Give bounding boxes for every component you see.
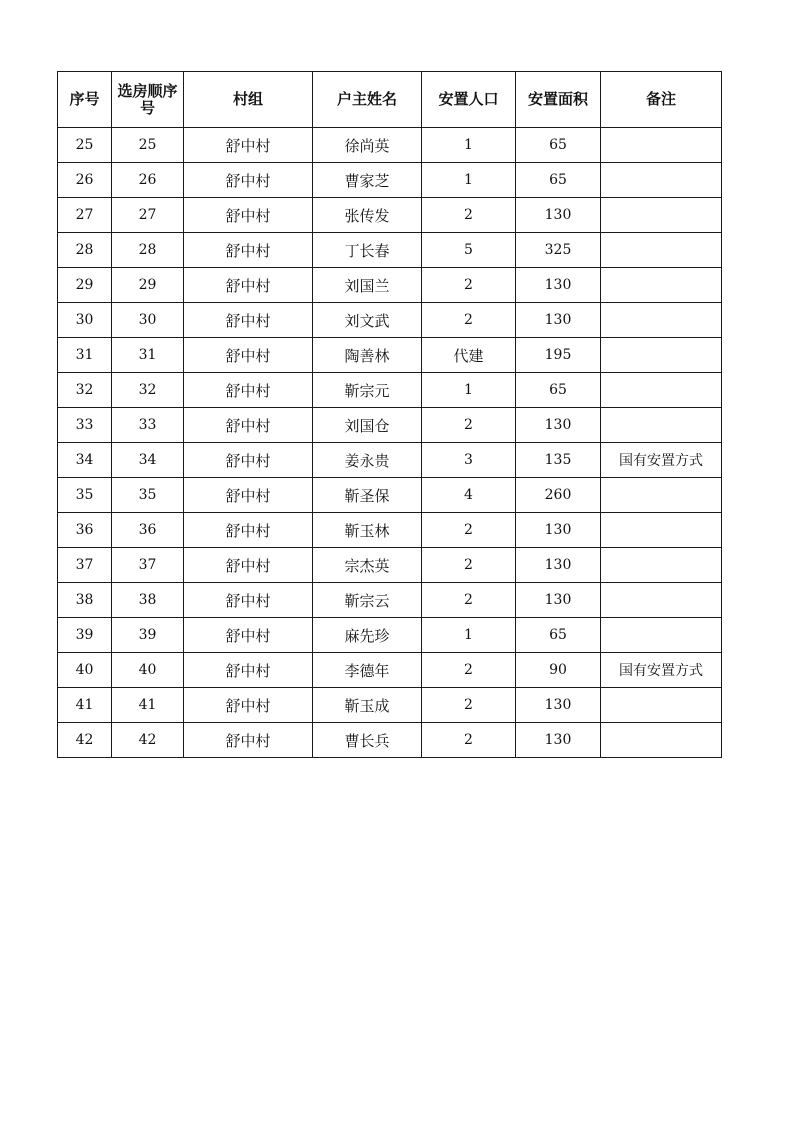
householder-name-cell: 丁长春 [313, 233, 422, 268]
area-cell: 195 [516, 338, 601, 373]
population-cell: 3 [422, 443, 516, 478]
selection-order-cell: 32 [112, 373, 184, 408]
remarks-cell [601, 618, 722, 653]
village-group-cell: 舒中村 [184, 338, 313, 373]
householder-name-cell: 刘国兰 [313, 268, 422, 303]
remarks-cell [601, 548, 722, 583]
population-cell: 2 [422, 408, 516, 443]
village-group-cell: 舒中村 [184, 618, 313, 653]
header-householder-name: 户主姓名 [313, 72, 422, 128]
householder-name-cell: 麻先珍 [313, 618, 422, 653]
village-group-cell: 舒中村 [184, 443, 313, 478]
remarks-cell [601, 198, 722, 233]
remarks-cell [601, 688, 722, 723]
serial-no-cell: 38 [58, 583, 112, 618]
selection-order-cell: 39 [112, 618, 184, 653]
area-cell: 130 [516, 548, 601, 583]
header-remarks: 备注 [601, 72, 722, 128]
village-group-cell: 舒中村 [184, 163, 313, 198]
householder-name-cell: 刘文武 [313, 303, 422, 338]
table-row [58, 478, 722, 513]
table-body [58, 128, 722, 758]
header-resettlement-area: 安置面积 [516, 72, 601, 128]
serial-no-cell: 33 [58, 408, 112, 443]
area-cell: 325 [516, 233, 601, 268]
selection-order-cell: 34 [112, 443, 184, 478]
population-cell: 2 [422, 513, 516, 548]
householder-name-cell: 刘国仓 [313, 408, 422, 443]
area-cell: 90 [516, 653, 601, 688]
householder-name-cell: 张传发 [313, 198, 422, 233]
area-cell: 130 [516, 513, 601, 548]
area-cell: 130 [516, 303, 601, 338]
householder-name-cell: 靳圣保 [313, 478, 422, 513]
serial-no-cell: 39 [58, 618, 112, 653]
population-cell: 2 [422, 303, 516, 338]
serial-no-cell: 37 [58, 548, 112, 583]
selection-order-cell: 38 [112, 583, 184, 618]
table-row [58, 548, 722, 583]
serial-no-cell: 25 [58, 128, 112, 163]
village-group-cell: 舒中村 [184, 688, 313, 723]
remarks-cell [601, 513, 722, 548]
selection-order-cell: 25 [112, 128, 184, 163]
serial-no-cell: 40 [58, 653, 112, 688]
serial-no-cell: 27 [58, 198, 112, 233]
area-cell: 65 [516, 128, 601, 163]
selection-order-cell: 41 [112, 688, 184, 723]
table-row [58, 583, 722, 618]
area-cell: 130 [516, 688, 601, 723]
selection-order-cell: 28 [112, 233, 184, 268]
householder-name-cell: 陶善林 [313, 338, 422, 373]
village-group-cell: 舒中村 [184, 373, 313, 408]
area-cell: 130 [516, 268, 601, 303]
village-group-cell: 舒中村 [184, 653, 313, 688]
village-group-cell: 舒中村 [184, 583, 313, 618]
table-row [58, 723, 722, 758]
table-row [58, 303, 722, 338]
remarks-cell [601, 233, 722, 268]
table-row [58, 163, 722, 198]
selection-order-cell: 29 [112, 268, 184, 303]
village-group-cell: 舒中村 [184, 303, 313, 338]
table-row [58, 233, 722, 268]
remarks-cell: 国有安置方式 [601, 653, 722, 688]
population-cell: 1 [422, 618, 516, 653]
resettlement-table [57, 71, 722, 758]
serial-no-cell: 28 [58, 233, 112, 268]
serial-no-cell: 36 [58, 513, 112, 548]
header-row [58, 72, 722, 128]
selection-order-cell: 35 [112, 478, 184, 513]
village-group-cell: 舒中村 [184, 548, 313, 583]
householder-name-cell: 曹家芝 [313, 163, 422, 198]
village-group-cell: 舒中村 [184, 268, 313, 303]
serial-no-cell: 32 [58, 373, 112, 408]
remarks-cell [601, 338, 722, 373]
village-group-cell: 舒中村 [184, 198, 313, 233]
population-cell: 2 [422, 688, 516, 723]
householder-name-cell: 徐尚英 [313, 128, 422, 163]
village-group-cell: 舒中村 [184, 513, 313, 548]
table-row [58, 373, 722, 408]
table-row [58, 128, 722, 163]
area-cell: 260 [516, 478, 601, 513]
serial-no-cell: 26 [58, 163, 112, 198]
table-row [58, 408, 722, 443]
selection-order-cell: 33 [112, 408, 184, 443]
table-row [58, 338, 722, 373]
village-group-cell: 舒中村 [184, 478, 313, 513]
remarks-cell [601, 128, 722, 163]
householder-name-cell: 靳宗云 [313, 583, 422, 618]
area-cell: 65 [516, 163, 601, 198]
householder-name-cell: 曹长兵 [313, 723, 422, 758]
householder-name-cell: 李德年 [313, 653, 422, 688]
population-cell: 1 [422, 373, 516, 408]
area-cell: 65 [516, 373, 601, 408]
remarks-cell [601, 163, 722, 198]
remarks-cell [601, 373, 722, 408]
serial-no-cell: 29 [58, 268, 112, 303]
serial-no-cell: 31 [58, 338, 112, 373]
serial-no-cell: 30 [58, 303, 112, 338]
area-cell: 65 [516, 618, 601, 653]
selection-order-cell: 27 [112, 198, 184, 233]
area-cell: 130 [516, 583, 601, 618]
village-group-cell: 舒中村 [184, 408, 313, 443]
selection-order-cell: 42 [112, 723, 184, 758]
remarks-cell [601, 268, 722, 303]
householder-name-cell: 靳宗元 [313, 373, 422, 408]
table-row [58, 268, 722, 303]
population-cell: 2 [422, 583, 516, 618]
population-cell: 5 [422, 233, 516, 268]
selection-order-cell: 36 [112, 513, 184, 548]
householder-name-cell: 靳玉成 [313, 688, 422, 723]
remarks-cell [601, 583, 722, 618]
population-cell: 4 [422, 478, 516, 513]
area-cell: 130 [516, 198, 601, 233]
header-serial-no: 序号 [58, 72, 112, 128]
remarks-cell [601, 303, 722, 338]
village-group-cell: 舒中村 [184, 128, 313, 163]
population-cell: 1 [422, 163, 516, 198]
table-row [58, 688, 722, 723]
selection-order-cell: 40 [112, 653, 184, 688]
selection-order-cell: 30 [112, 303, 184, 338]
population-cell: 2 [422, 723, 516, 758]
householder-name-cell: 宗杰英 [313, 548, 422, 583]
population-cell: 2 [422, 198, 516, 233]
village-group-cell: 舒中村 [184, 723, 313, 758]
area-cell: 130 [516, 723, 601, 758]
table-row [58, 618, 722, 653]
serial-no-cell: 34 [58, 443, 112, 478]
serial-no-cell: 41 [58, 688, 112, 723]
header-selection-order: 选房顺序号 [112, 72, 184, 128]
remarks-cell: 国有安置方式 [601, 443, 722, 478]
remarks-cell [601, 408, 722, 443]
population-cell: 代建 [422, 338, 516, 373]
population-cell: 2 [422, 548, 516, 583]
area-cell: 130 [516, 408, 601, 443]
table-row [58, 653, 722, 688]
remarks-cell [601, 723, 722, 758]
selection-order-cell: 26 [112, 163, 184, 198]
serial-no-cell: 42 [58, 723, 112, 758]
selection-order-cell: 37 [112, 548, 184, 583]
selection-order-cell: 31 [112, 338, 184, 373]
householder-name-cell: 靳玉林 [313, 513, 422, 548]
serial-no-cell: 35 [58, 478, 112, 513]
population-cell: 2 [422, 268, 516, 303]
header-resettled-population: 安置人口 [422, 72, 516, 128]
population-cell: 1 [422, 128, 516, 163]
table-row [58, 513, 722, 548]
village-group-cell: 舒中村 [184, 233, 313, 268]
area-cell: 135 [516, 443, 601, 478]
population-cell: 2 [422, 653, 516, 688]
table-row [58, 198, 722, 233]
householder-name-cell: 姜永贵 [313, 443, 422, 478]
header-village-group: 村组 [184, 72, 313, 128]
table-row [58, 443, 722, 478]
remarks-cell [601, 478, 722, 513]
